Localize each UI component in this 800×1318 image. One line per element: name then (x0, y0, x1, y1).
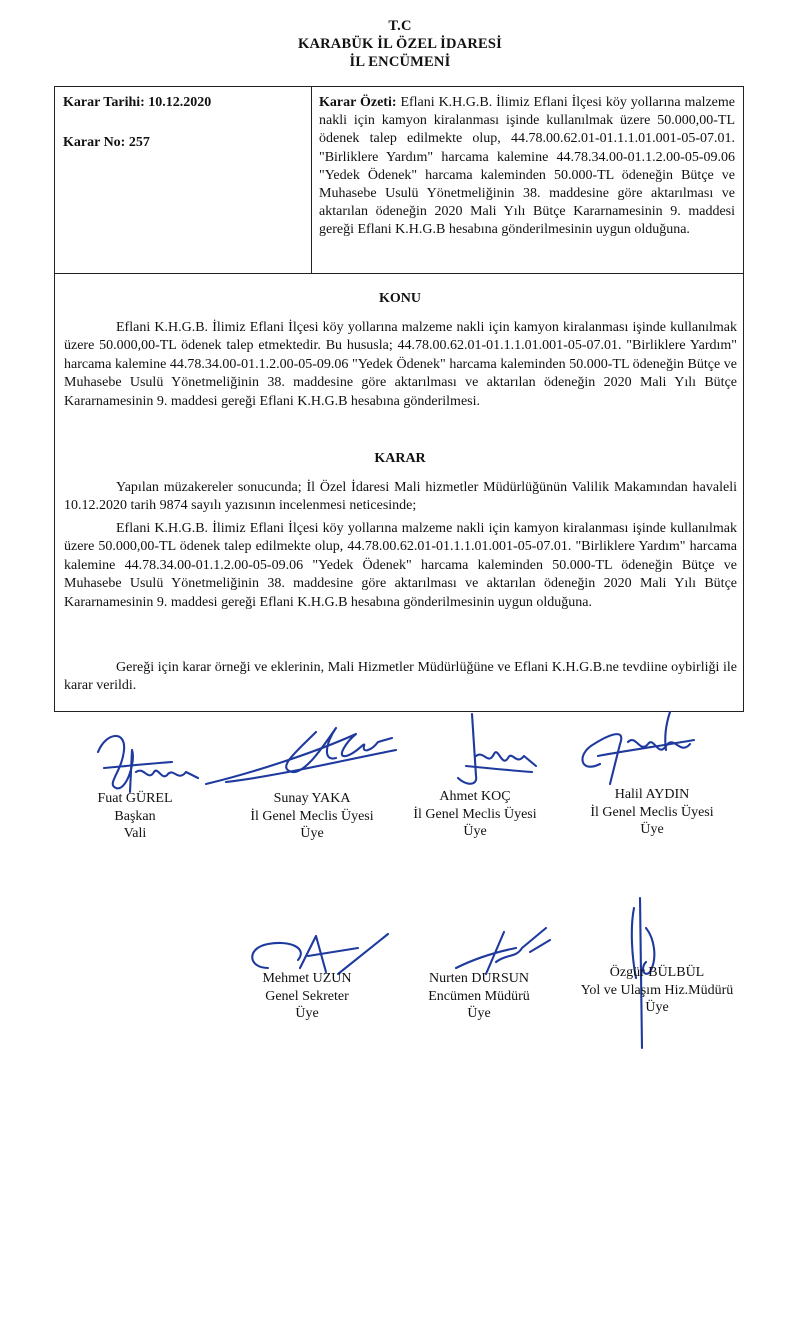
signatory-koc (380, 788, 570, 841)
karar-paragraph-2: Eflani K.H.G.B. İlimiz Eflani İlçesi köy yollarına malzeme nakli için kamyon kiralanması işinde kullanılmak üzere 50.000,00-TL ödenek talep edilmekte olup, 44.78.00.62.01-01.1.1.01.001-05-07.01. "Birliklere Yardım" harcama kalemine 44.78.34.00-01.1.2.00-05-09.06 "Yedek Ödenek" harcama kaleminden 50.000-TL ödeneğin Bütçe ve Muhasebe Usulü Yönetmeliğinin 38. maddesine göre aktarılması ve aktarılan ödeneğin 2020 Mali Yılı Bütçe Kararnamesinin 9. maddesi gereği Eflani K.H.G.B hesabına gönderilmesinin uygun olduğuna. (64, 521, 737, 610)
decision-date: Karar Tarihi: 10.12.2020 (63, 95, 212, 110)
signature-aydin-image (570, 704, 700, 794)
signatory-title: İl Genel Meclis Üyesi (250, 808, 374, 824)
header-institution: KARABÜK İL ÖZEL İDARESİ (297, 36, 503, 52)
signatory-title: Başkan (114, 808, 156, 824)
signatory-role: Vali (123, 826, 147, 841)
konu-text: Eflani K.H.G.B. İlimiz Eflani İlçesi köy yollarına malzeme nakli için kamyon kiralanması işinde kullanılmak üzere 50.000,00-TL ödenek talep etmektedir. Bu hususla; 44.78.00.62.01-01.1.1.01.001-05-07.01. "Birliklere Yardım" harcama kalemine 44.78.34.00-01.1.2.00-05-09.06 "Yedek Ödenek" harcama kaleminden 50.000-TL ödeneğin Bütçe ve Muhasebe Usulü Yönetmeliğinin 38. maddesine göre aktarılması ve aktarılan ödeneğin 2020 Mali Yılı Bütçe Kararnamesinin 9. maddesi gereği Eflani K.H.G.B hesabına gönderilmesi. (64, 320, 737, 409)
signatory-bulbul (562, 964, 752, 1017)
signatory-gurel (70, 790, 200, 843)
signatory-uzun (232, 970, 382, 1023)
signatory-name: Özgür BÜLBÜL (609, 965, 705, 980)
karar-paragraph-3: Gereği için karar örneği ve eklerinin, Mali Hizmetler Müdürlüğüne ve Eflani K.H.G.B.ne tevdiine oybirliği ile karar verildi. (64, 660, 737, 694)
decision-number: Karar No: 257 (63, 135, 150, 150)
signatory-name: Mehmet UZUN (262, 971, 352, 986)
signatory-name: Ahmet KOÇ (439, 789, 511, 804)
konu-title: KONU (379, 291, 421, 306)
signatory-title: Encümen Müdürü (428, 988, 530, 1004)
signatory-title: İl Genel Meclis Üyesi (590, 804, 714, 820)
signatory-role: Üye (295, 1006, 319, 1021)
signature-yaka-image (196, 712, 406, 792)
signatory-yaka (222, 790, 402, 843)
signatory-role: Üye (463, 824, 487, 839)
row-divider (55, 273, 743, 274)
karar-paragraph-1: Yapılan müzakereler sonucunda; İl Özel İdaresi Mali hizmetler Müdürlüğünün Valilik Makamından havaleli 10.12.2020 tarih 9874 sayılı yazısının incelenmesi neticesinde; (64, 480, 737, 514)
signatory-name: Sunay YAKA (273, 791, 351, 806)
signatory-aydin (562, 786, 742, 839)
signatory-title: İl Genel Meclis Üyesi (413, 806, 537, 822)
signatory-role: Üye (645, 1000, 669, 1015)
decision-summary-text: Eflani K.H.G.B. İlimiz Eflani İlçesi köy yollarına malzeme nakli için kamyon kiralanması işinde kullanılmak üzere 50.000,00-TL ödenek talep edilmekte olup, 44.78.00.62.01-01.1.1.01.001-05-07.01. "Birliklere Yardım" harcama kalemine 44.78.34.00-01.1.2.00-05-09.06 "Yedek Ödenek" harcama kaleminden 50.000-TL ödeneğin Bütçe ve Muhasebe Usulü Yönetmeliğinin 38. maddesine göre aktarılması ve aktarılan ödeneğin 2020 Mali Yılı Bütçe Kararnamesinin 9. maddesi gereği Eflani K.H.G.B hesabına gönderilmesinin uygun olduğuna. (319, 95, 735, 238)
signatory-name: Nurten DURSUN (429, 971, 529, 986)
signatory-name: Halil AYDIN (614, 787, 690, 802)
signatory-name: Fuat GÜREL (97, 791, 173, 806)
header-council: İL ENCÜMENİ (349, 54, 451, 70)
decision-summary (319, 94, 735, 240)
header-tc: T.C (388, 18, 412, 34)
karar-title: KARAR (374, 451, 426, 466)
signatory-role: Üye (640, 822, 664, 837)
signature-koc-image (436, 706, 546, 796)
signatory-role: Üye (300, 826, 324, 841)
signatory-role: Üye (467, 1006, 491, 1021)
decision-summary-label: Karar Özeti: (319, 95, 397, 110)
signatory-title: Yol ve Ulaşım Hiz.Müdürü (580, 982, 734, 998)
signatory-title: Genel Sekreter (265, 988, 349, 1004)
signatory-dursun (404, 970, 554, 1023)
column-divider (311, 87, 312, 273)
